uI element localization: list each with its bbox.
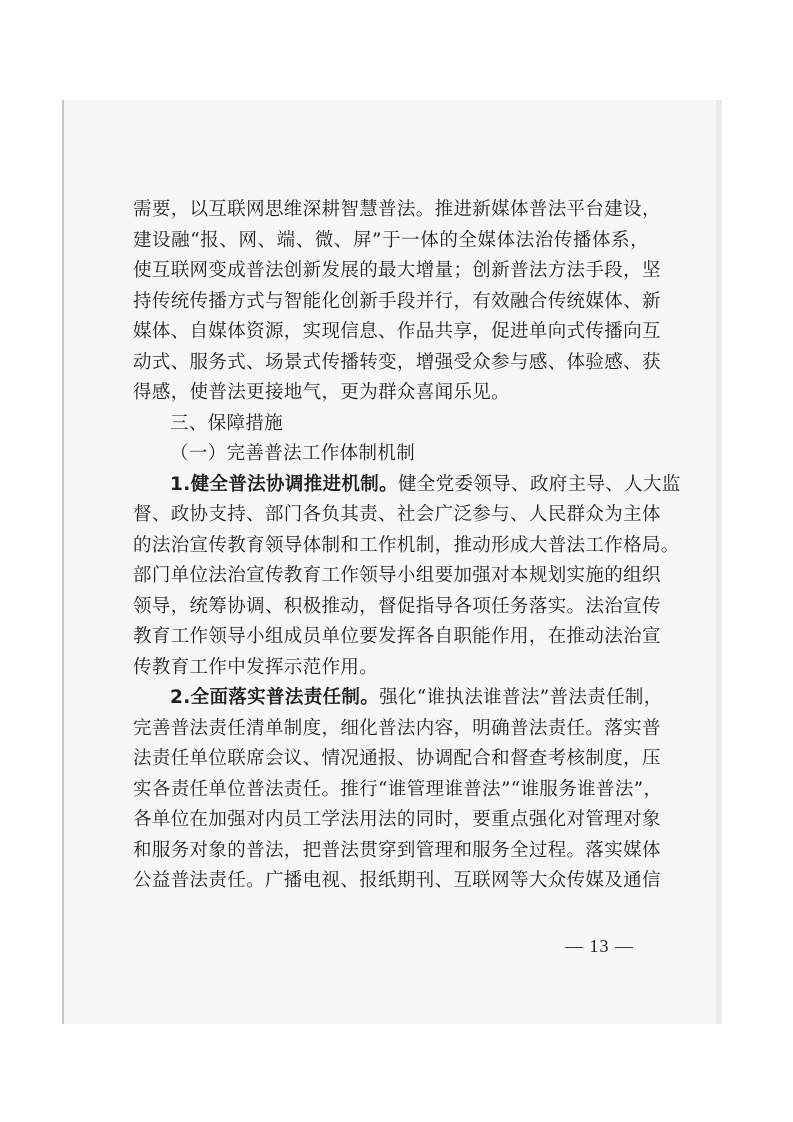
document-body xyxy=(133,195,681,897)
item1-first-line xyxy=(133,470,681,501)
page-left-edge xyxy=(62,100,64,1024)
paragraph-line: 教育工作领导小组成员单位要发挥各自职能作用，在推动法治宣 xyxy=(133,626,661,647)
paragraph-line: 持传统传播方式与智能化创新手段并行，有效融合传统媒体、新 xyxy=(133,290,661,312)
item2-first-line xyxy=(133,683,663,714)
item2-first-rest: 强化“谁执法谁普法”普法责任制， xyxy=(379,687,663,708)
subsection-heading: （一）完善普法工作体制机制 xyxy=(170,443,416,464)
paragraph-line: 的法治宣传教育领导体制和工作机制，推动形成大普法工作格局。 xyxy=(133,534,680,556)
paragraph-line: 完善普法责任清单制度，细化普法内容，明确普法责任。落实普 xyxy=(133,717,661,739)
paragraph-line: 法责任单位联席会议、情况通报、协调配合和督查考核制度，压 xyxy=(133,748,661,769)
item2-lead: 2.全面落实普法责任制。 xyxy=(170,687,380,708)
item1-first-rest: 健全党委领导、政府主导、人大监 xyxy=(397,473,681,495)
page-number: — 13 — xyxy=(565,936,634,956)
section-heading: 三、保障措施 xyxy=(170,412,284,434)
paragraph-line: 领导，统筹协调、积极推动，督促指导各项任务落实。法治宣传 xyxy=(133,595,661,617)
paragraph-line: 和服务对象的普法，把普法贯穿到管理和服务全过程。落实媒体 xyxy=(133,839,661,861)
paragraph-line: 督、政协支持、部门各负其责、社会广泛参与、人民群众为主体 xyxy=(133,504,661,525)
paragraph-line: 需要，以互联网思维深耕智慧普法。推进新媒体普法平台建设， xyxy=(133,199,661,220)
paragraph-line: 动式、服务式、场景式传播转变，增强受众参与感、体验感、获 xyxy=(133,351,661,373)
paragraph-line: 传教育工作中发挥示范作用。 xyxy=(133,656,379,678)
paragraph-line: 使互联网变成普法创新发展的最大增量；创新普法方法手段，坚 xyxy=(133,260,661,281)
paragraph-line: 得感，使普法更接地气，更为群众喜闻乐见。 xyxy=(133,382,511,403)
paragraph-line: 各单位在加强对内员工学法用法的同时，要重点强化对管理对象 xyxy=(133,809,661,830)
paragraph-line: 媒体、自媒体资源，实现信息、作品共享，促进单向式传播向互 xyxy=(133,321,661,342)
paragraph-line: 建设融“报、网、端、微、屏”于一体的全媒体法治传播体系， xyxy=(133,229,649,251)
paragraph-line: 实各责任单位普法责任。推行“谁管理谁普法”“谁服务谁普法”， xyxy=(133,778,663,800)
paragraph-line: 公益普法责任。广播电视、报纸期刊、互联网等大众传媒及通信 xyxy=(133,870,661,891)
item1-lead: 1.健全普法协调推进机制。 xyxy=(170,473,398,495)
page-right-edge xyxy=(716,100,722,1024)
paragraph-line: 部门单位法治宣传教育工作领导小组要加强对本规划实施的组织 xyxy=(133,565,661,586)
